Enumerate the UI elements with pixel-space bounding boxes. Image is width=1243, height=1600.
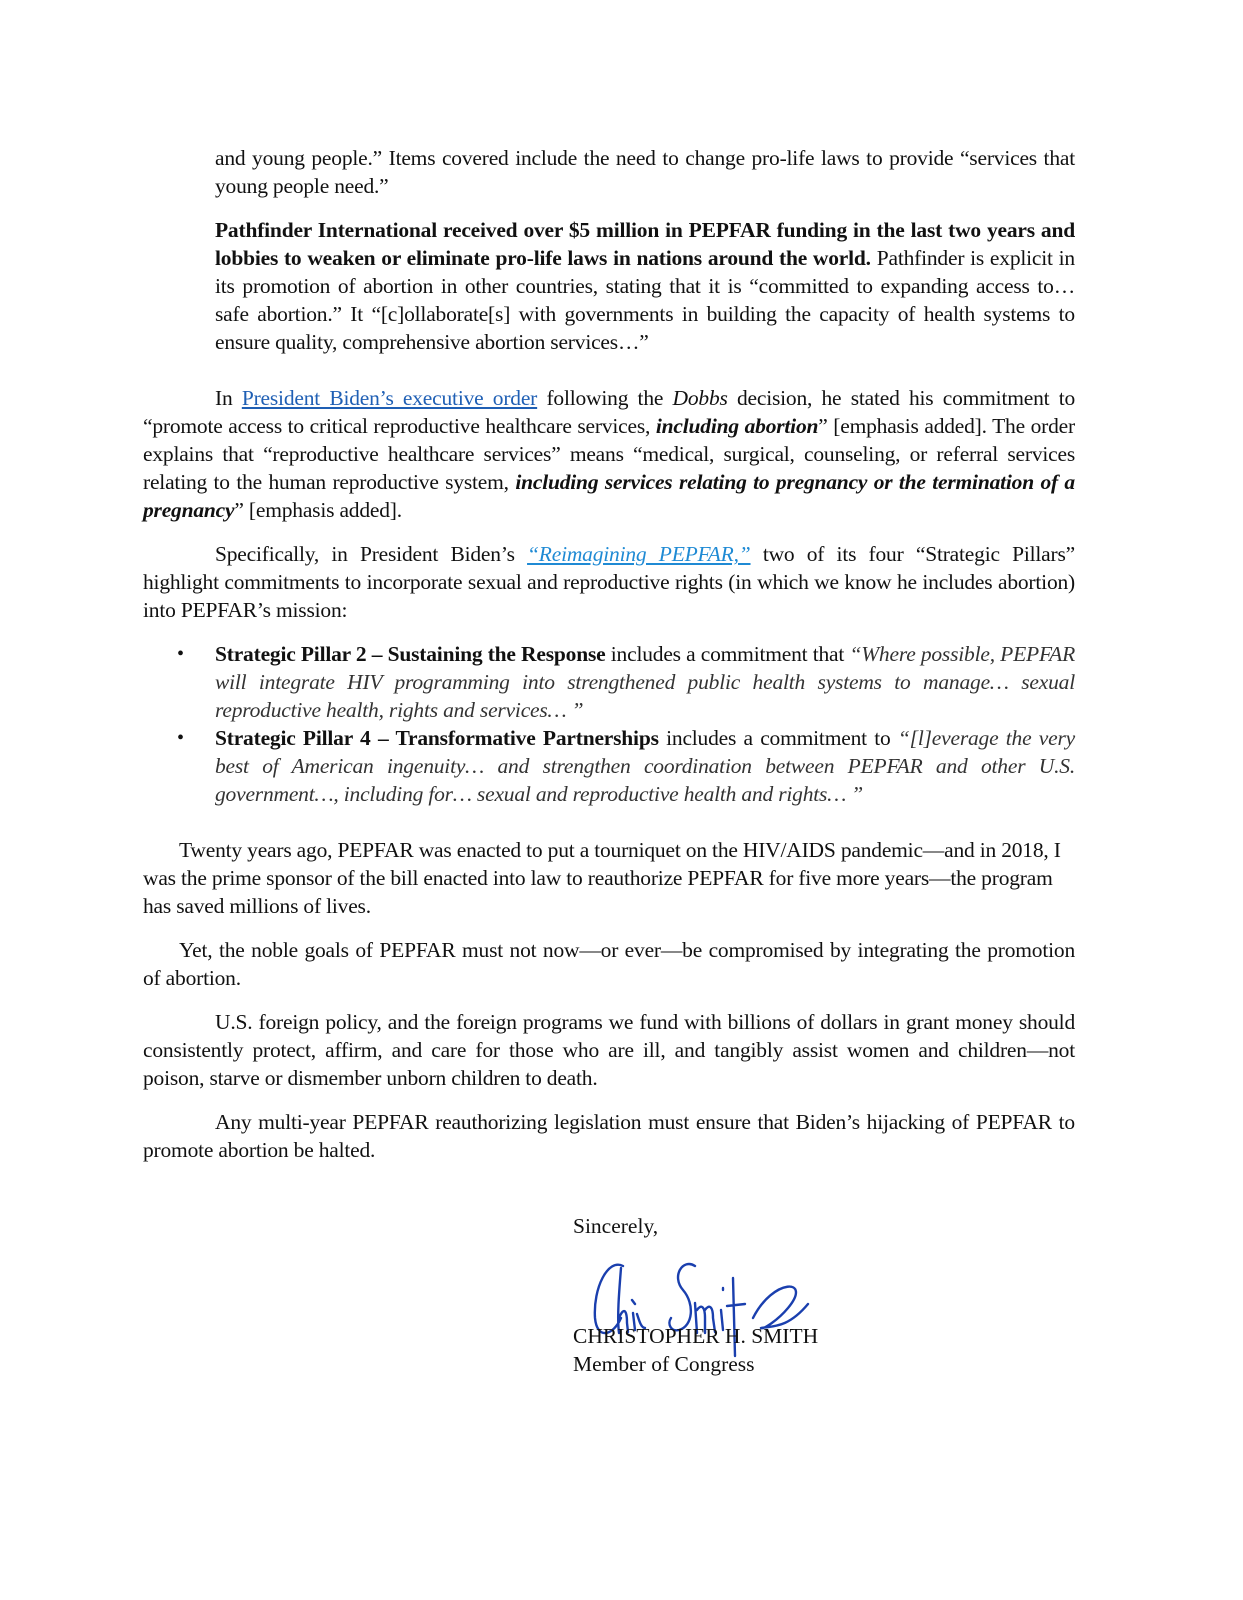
reimagining-rest: two of its four “Strategic Pillars” highlight commitments to incorporate sexual and reproductive rights (in which we know he includes abortion) into PEPFAR’s mission: (143, 542, 1075, 622)
bullet-icon: • (177, 643, 184, 665)
strategic-pillars-list (143, 640, 1075, 808)
pillar-title: Strategic Pillar 2 – Sustaining the Response (215, 642, 606, 666)
signature-stroke (669, 1264, 695, 1330)
pillar-title: Strategic Pillar 4 – Transformative Partnerships (215, 726, 659, 750)
paragraph-young-people: and young people.” Items covered include the need to change pro-life laws to provide “services that young people need.” (215, 146, 1075, 198)
letter-body (143, 144, 1075, 1164)
pillar-middle: includes a commitment to (658, 726, 898, 750)
pathfinder-rest: Pathfinder is explicit in its promotion of abortion in other countries, stating that it is “committed to expanding access to… safe abortion.” It “[c]ollaborate[s] with governments in building the capacity of health systems to ensure quality, comprehensive abortion services…” (215, 246, 1075, 354)
pillar-quote: “Where possible, PEPFAR will integrate HIV programming into strengthened public health systems to manage… sexual reproductive health, rights and services… ” (215, 642, 1076, 722)
eo-after-link: following the (537, 386, 673, 410)
paragraph-foreign-policy: U.S. foreign policy, and the foreign programs we fund with billions of dollars in grant money should consistently protect, affirm, and care for those who are ill, and tangibly assist women and children—not poison, starve or dismember unborn children to death. (143, 1010, 1075, 1090)
reimagining-pepfar-link[interactable]: “Reimagining PEPFAR,” (527, 542, 751, 566)
pillar-middle: includes a commitment that (605, 642, 850, 666)
paragraph-pathfinder (143, 216, 1075, 356)
pillar-list-item (177, 724, 1075, 808)
eo-after-emphasis-1: ” [emphasis added]. The order explains that “reproductive healthcare services” means “medical, surgical, counseling, or referral services relating to the human reproductive system, (143, 414, 1075, 494)
dobbs-case-name: Dobbs (672, 386, 728, 410)
closing-salutation: Sincerely, (573, 1214, 659, 1238)
pillar-quote: “[l]everage the very best of American ingenuity… and strengthen coordination between PEPFAR and other U.S. government…, including for… sexual and reproductive health and rights… ” (215, 726, 1075, 806)
paragraph-reimagining-pepfar (143, 540, 1075, 624)
eo-after-case: decision, he stated his commitment to “promote access to critical reproductive healthcare services, (143, 386, 1076, 438)
reimagining-lead: Specifically, in President Biden’s (215, 542, 528, 566)
pillar-list-item (177, 640, 1076, 724)
paragraph-noble-goals: Yet, the noble goals of PEPFAR must not now—or ever—be compromised by integrating the promotion of abortion. (143, 938, 1075, 990)
bullet-icon: • (177, 727, 184, 749)
executive-order-link[interactable]: President Biden’s executive order (241, 386, 538, 410)
signer-title: Member of Congress (573, 1352, 755, 1376)
signature-stroke (632, 1300, 635, 1304)
eo-after-emphasis-2: ” [emphasis added]. (234, 498, 402, 522)
eo-lead: In (215, 386, 242, 410)
paragraph-twenty-years: Twenty years ago, PEPFAR was enacted to put a tourniquet on the HIV/AIDS pandemic—and in 2018, I was the prime sponsor of the bill enacted into law to reauthorize PEPFAR for five more years—the program has saved millions of lives. (143, 838, 1061, 918)
signer-name: CHRISTOPHER H. SMITH (573, 1324, 819, 1348)
paragraph-reauthorizing: Any multi-year PEPFAR reauthorizing legislation must ensure that Biden’s hijacking of PEPFAR to promote abortion be halted. (143, 1110, 1075, 1162)
emphasis-pregnancy-termination: including services relating to pregnancy or the termination of a pregnancy (143, 470, 1075, 522)
pathfinder-bold-lead: Pathfinder International received over $5 million in PEPFAR funding in the last two years and lobbies to weaken or eliminate pro-life laws in nations around the world. (215, 218, 1075, 270)
paragraph-executive-order (143, 384, 1075, 524)
emphasis-including-abortion: including abortion (655, 414, 819, 438)
